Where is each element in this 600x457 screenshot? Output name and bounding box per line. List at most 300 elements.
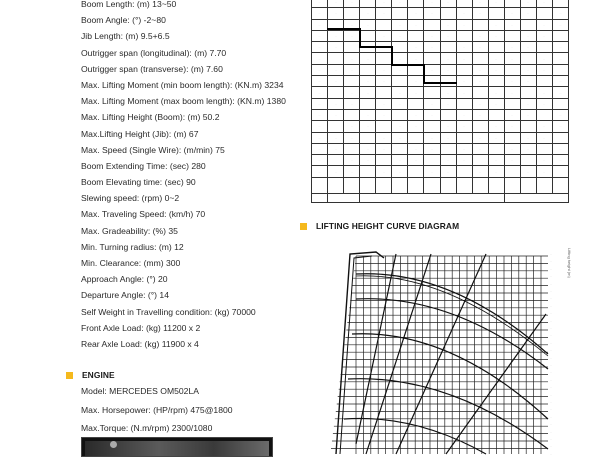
table-cell — [504, 30, 520, 41]
table-cell: ·· — [360, 143, 376, 154]
table-cell: ·· — [536, 30, 552, 41]
table-cell — [440, 109, 456, 120]
y-axis-tick: ·· — [550, 377, 552, 382]
table-cell — [552, 98, 568, 109]
table-cell: ·· — [472, 42, 488, 53]
table-row — [312, 132, 569, 143]
table-cell: ·· — [440, 87, 456, 98]
table-cell — [392, 76, 408, 87]
table-cell: ·· — [328, 42, 344, 53]
table-footer-cell — [440, 177, 456, 193]
table-cell: ·· — [552, 155, 568, 166]
table-cell: ·· — [472, 76, 488, 87]
diagram-title: LIFTING HEIGHT CURVE DIAGRAM — [316, 221, 460, 231]
spec-line: Boom Elevating time: (sec) 90 — [81, 177, 196, 188]
load-chart-table — [311, 0, 569, 203]
table-cell: ·· — [456, 87, 472, 98]
table-cell: ·· — [360, 109, 376, 120]
table-footer-cell — [424, 177, 440, 193]
table-footer-cell — [552, 177, 568, 193]
spec-line: Max. Lifting Height (Boom): (m) 50.2 — [81, 112, 220, 123]
table-cell: ·· — [520, 132, 536, 143]
table-cell — [408, 166, 424, 177]
table-cell — [488, 109, 504, 120]
table-cell: ·· — [536, 19, 552, 30]
table-footer-cell — [472, 177, 488, 193]
table-cell: ·· — [408, 76, 424, 87]
table-row — [312, 166, 569, 177]
table-cell: ·· — [424, 166, 440, 177]
table-cell: ·· — [376, 8, 392, 19]
table-cell: ·· — [328, 64, 344, 75]
table-cell: ·· — [552, 121, 568, 132]
table-step-line — [359, 46, 391, 48]
table-cell: ·· — [472, 109, 488, 120]
table-cell — [424, 19, 440, 30]
table-cell: ·· — [392, 64, 408, 75]
table-cell: ·· — [552, 8, 568, 19]
table-footer-angles — [312, 177, 569, 193]
y-axis-tick: ·· — [550, 266, 552, 271]
engine-torque: Max.Torque: (N.m/rpm) 2300/1080 — [81, 423, 213, 433]
table-cell: ·· — [360, 76, 376, 87]
table-cell — [456, 132, 472, 143]
table-cell: ·· — [440, 155, 456, 166]
table-cell — [328, 121, 344, 132]
table-cell: ·· — [408, 19, 424, 30]
table-cell: ·· — [488, 132, 504, 143]
table-cell: ·· — [520, 76, 536, 87]
table-cell: ·· — [520, 30, 536, 41]
table-cell — [408, 0, 424, 8]
table-cell: ·· — [376, 143, 392, 154]
table-cell — [376, 87, 392, 98]
y-axis-tick: ·· — [550, 259, 552, 264]
table-cell — [328, 155, 344, 166]
table-row — [312, 42, 569, 53]
table-cell — [408, 98, 424, 109]
table-cell — [456, 30, 472, 41]
y-axis-tick: ·· — [550, 370, 552, 375]
table-step-line — [423, 82, 457, 84]
table-cell: ·· — [488, 121, 504, 132]
spec-line: Boom Angle: (°) -2~80 — [81, 15, 166, 26]
table-cell: ·· — [552, 109, 568, 120]
table-cell — [472, 53, 488, 64]
table-cell: ·· — [312, 53, 328, 64]
table-cell — [408, 30, 424, 41]
table-cell: ·· — [408, 143, 424, 154]
spec-line: Outrigger span (transverse): (m) 7.60 — [81, 63, 223, 74]
table-cell — [376, 19, 392, 30]
table-cell: ·· — [440, 166, 456, 177]
table-cell: ·· — [312, 0, 328, 8]
spec-line: Departure Angle: (°) 14 — [81, 290, 169, 301]
table-cell: ·· — [488, 98, 504, 109]
table-cell — [488, 8, 504, 19]
table-cell: ·· — [312, 76, 328, 87]
table-cell: ·· — [408, 121, 424, 132]
table-cell — [504, 0, 520, 8]
table-cell — [520, 121, 536, 132]
table-cell — [392, 8, 408, 19]
table-cell: ·· — [504, 53, 520, 64]
table-cell: ·· — [440, 30, 456, 41]
table-cell: ·· — [328, 98, 344, 109]
table-cell: ·· — [456, 109, 472, 120]
table-cell — [536, 76, 552, 87]
table-cell: ·· — [392, 30, 408, 41]
table-cell — [488, 42, 504, 53]
table-cell — [376, 121, 392, 132]
table-cell: ·· — [456, 76, 472, 87]
table-cell: ·· — [456, 8, 472, 19]
table-cell — [360, 98, 376, 109]
table-row — [312, 64, 569, 75]
table-cell: ·· — [472, 64, 488, 75]
table-cell: ·· — [552, 42, 568, 53]
table-cell: ·· — [504, 155, 520, 166]
table-cell: ·· — [312, 64, 328, 75]
table-cell: ·· — [488, 166, 504, 177]
table-cell: ·· — [456, 53, 472, 64]
table-cell: ·· — [424, 132, 440, 143]
table-cell: ·· — [408, 87, 424, 98]
table-cell: ·· — [520, 42, 536, 53]
table-cell — [504, 98, 520, 109]
table-row — [312, 143, 569, 154]
table-cell — [440, 8, 456, 19]
table-cell: ·· — [408, 42, 424, 53]
table-cell: ·· — [456, 155, 472, 166]
table-cell: ·· — [456, 19, 472, 30]
spec-line: Slewing speed: (rpm) 0~2 — [81, 193, 180, 204]
table-cell: ·· — [392, 155, 408, 166]
table-cell: ·· — [520, 0, 536, 8]
table-cell — [408, 132, 424, 143]
table-cell: ·· — [552, 76, 568, 87]
engine-section-heading — [66, 370, 115, 380]
y-axis-tick: ·· — [550, 281, 552, 286]
spec-line: Approach Angle: (°) 20 — [81, 274, 168, 285]
y-axis-tick: ·· — [550, 311, 552, 316]
table-footer-cell — [456, 177, 472, 193]
table-cell — [456, 0, 472, 8]
table-cell — [552, 166, 568, 177]
table-cell: ·· — [424, 109, 440, 120]
table-cell: ·· — [344, 166, 360, 177]
section-bullet-icon — [300, 223, 307, 230]
table-cell — [408, 64, 424, 75]
table-cell — [456, 64, 472, 75]
spec-line: Min. Clearance: (mm) 300 — [81, 258, 181, 268]
table-cell: ·· — [376, 0, 392, 8]
table-cell — [328, 87, 344, 98]
y-axis-tick: ·· — [550, 429, 552, 434]
engine-title: ENGINE — [82, 370, 115, 380]
table-cell: ·· — [536, 155, 552, 166]
table-cell: ·· — [376, 98, 392, 109]
y-axis-tick: ·· — [550, 252, 552, 256]
table-cell: ·· — [328, 132, 344, 143]
spec-line: Max.Lifting Height (Jib): (m) 67 — [81, 128, 199, 139]
table-cell — [344, 8, 360, 19]
y-axis-tick: ·· — [550, 451, 552, 456]
table-cell: ·· — [536, 64, 552, 75]
table-cell — [424, 121, 440, 132]
spec-line: Min. Turning radius: (m) 12 — [81, 241, 184, 252]
table-cell: ·· — [536, 87, 552, 98]
table-cell: ·· — [344, 121, 360, 132]
table-cell: ·· — [360, 121, 376, 132]
table-cell — [552, 0, 568, 8]
engine-specs — [81, 382, 233, 438]
table-cell: ·· — [344, 87, 360, 98]
table-step-line — [391, 46, 393, 64]
y-axis-tick: ·· — [550, 348, 552, 353]
table-cell: ·· — [520, 143, 536, 154]
table-row — [312, 87, 569, 98]
table-cell: ·· — [376, 30, 392, 41]
table-footer-cell — [328, 177, 344, 193]
table-cell: ·· — [392, 132, 408, 143]
table-footer-cell — [376, 177, 392, 193]
table-cell: ·· — [360, 19, 376, 30]
table-cell: ·· — [472, 132, 488, 143]
table-cell: ·· — [504, 143, 520, 154]
table-cell: ·· — [520, 8, 536, 19]
table-cell: ·· — [376, 109, 392, 120]
table-cell: ·· — [344, 155, 360, 166]
y-axis-tick: ·· — [550, 318, 552, 323]
table-cell: ·· — [504, 8, 520, 19]
table-cell: ·· — [424, 64, 440, 75]
table-cell — [376, 53, 392, 64]
table-cell: ·· — [552, 143, 568, 154]
table-cell: ·· — [440, 19, 456, 30]
table-cell: ·· — [328, 109, 344, 120]
table-cell — [360, 30, 376, 41]
y-axis-tick: ·· — [550, 326, 552, 330]
spec-line: Rear Axle Load: (kg) 11900 x 4 — [81, 338, 199, 349]
table-cell: ·· — [488, 30, 504, 41]
table-cell — [504, 64, 520, 75]
table-cell: ·· — [392, 98, 408, 109]
table-cell — [424, 87, 440, 98]
table-cell: ·· — [472, 0, 488, 8]
spec-line: Self Weight in Travelling condition: (kg) 70000 — [81, 306, 256, 317]
table-cell: ·· — [520, 64, 536, 75]
table-cell: ·· — [504, 87, 520, 98]
table-cell — [360, 64, 376, 75]
y-axis-tick: ·· — [550, 340, 552, 345]
table-cell — [440, 143, 456, 154]
table-footer-config — [312, 193, 569, 202]
table-cell — [536, 143, 552, 154]
table-footer-cell — [392, 177, 408, 193]
table-cell: ·· — [344, 132, 360, 143]
table-cell — [344, 109, 360, 120]
table-cell — [392, 143, 408, 154]
table-cell: ·· — [312, 19, 328, 30]
table-cell: ·· — [488, 19, 504, 30]
y-axis-tick: ·· — [550, 355, 552, 360]
table-footer-cell — [520, 177, 536, 193]
table-cell: ·· — [424, 30, 440, 41]
table-cell — [520, 19, 536, 30]
table-cell: ·· — [408, 155, 424, 166]
table-cell — [360, 0, 376, 8]
table-cell: ·· — [392, 19, 408, 30]
table-cell: ·· — [328, 76, 344, 87]
table-cell: ·· — [312, 155, 328, 166]
y-axis-tick: ·· — [550, 385, 552, 390]
table-cell: ·· — [392, 87, 408, 98]
table-cell: ·· — [488, 155, 504, 166]
table-cell — [472, 19, 488, 30]
table-cell: ·· — [360, 87, 376, 98]
table-cell: ·· — [312, 98, 328, 109]
table-cell: ·· — [456, 42, 472, 53]
table-cell: ·· — [328, 0, 344, 8]
table-cell — [520, 53, 536, 64]
table-cell: ·· — [376, 166, 392, 177]
table-cell — [360, 166, 376, 177]
table-cell: ·· — [504, 76, 520, 87]
table-cell — [360, 132, 376, 143]
spec-line: Front Axle Load: (kg) 11200 x 2 — [81, 322, 201, 333]
table-cell: ·· — [440, 132, 456, 143]
table-step-line — [423, 64, 425, 82]
table-cell — [536, 109, 552, 120]
table-footer-cell — [360, 177, 376, 193]
spec-line: Boom Extending Time: (sec) 280 — [81, 160, 206, 171]
table-cell: ·· — [312, 8, 328, 19]
table-cell: ·· — [392, 0, 408, 8]
spec-line: Boom Length: (m) 13~50 — [81, 0, 177, 9]
table-cell — [552, 132, 568, 143]
y-axis-tick: ·· — [550, 363, 552, 367]
table-cell: ·· — [392, 166, 408, 177]
spec-line: Max. Lifting Moment (min boom length): (KN.m) 3234 — [81, 79, 284, 90]
table-cell — [456, 166, 472, 177]
table-cell: ·· — [424, 0, 440, 8]
table-cell — [440, 42, 456, 53]
table-cell — [424, 53, 440, 64]
table-cell: ·· — [328, 166, 344, 177]
table-cell — [472, 155, 488, 166]
table-cell: ·· — [504, 19, 520, 30]
lifting-height-curve-diagram — [326, 244, 576, 454]
table-cell: ·· — [456, 121, 472, 132]
table-cell: ·· — [504, 121, 520, 132]
y-axis-tick: ·· — [550, 444, 552, 449]
table-cell — [520, 87, 536, 98]
table-step-line — [359, 28, 361, 46]
table-cell: ·· — [424, 143, 440, 154]
table-cell: ·· — [520, 166, 536, 177]
table-cell — [456, 98, 472, 109]
table-cell: ·· — [344, 98, 360, 109]
table-footer-cell — [408, 177, 424, 193]
table-cell: ·· — [344, 53, 360, 64]
table-cell: ·· — [392, 53, 408, 64]
table-cell: ·· — [536, 121, 552, 132]
table-cell: ·· — [440, 0, 456, 8]
y-axis-tick: ·· — [550, 333, 552, 338]
table-cell: ·· — [424, 98, 440, 109]
table-footer-cell — [328, 193, 360, 202]
table-cell: ·· — [344, 19, 360, 30]
table-cell — [344, 143, 360, 154]
table-footer-cell — [344, 177, 360, 193]
crane-photo — [81, 437, 273, 457]
table-cell: ·· — [536, 53, 552, 64]
table-cell: ·· — [344, 30, 360, 41]
engine-horsepower: Max. Horsepower: (HP/rpm) 475@1800 — [81, 404, 233, 415]
section-bullet-icon — [66, 372, 73, 379]
table-cell: ·· — [424, 8, 440, 19]
specifications-list — [81, 0, 301, 352]
table-cell: ·· — [376, 64, 392, 75]
table-cell — [488, 143, 504, 154]
spec-line: Max. Traveling Speed: (km/h) 70 — [81, 209, 206, 220]
table-footer-cell — [312, 193, 328, 202]
table-cell: ·· — [536, 0, 552, 8]
table-cell — [504, 132, 520, 143]
table-cell: ·· — [440, 64, 456, 75]
spec-line: Jib Length: (m) 9.5+6.5 — [81, 31, 170, 42]
table-footer-cell — [488, 177, 504, 193]
table-cell: ·· — [488, 53, 504, 64]
y-axis-tick: ·· — [550, 392, 552, 397]
table-cell: ·· — [328, 8, 344, 19]
table-cell: ·· — [424, 42, 440, 53]
y-axis-tick: ·· — [550, 437, 552, 441]
table-row — [312, 98, 569, 109]
table-cell: ·· — [440, 53, 456, 64]
table-cell: ·· — [344, 0, 360, 8]
table-cell: ·· — [312, 87, 328, 98]
table-step-line — [327, 28, 359, 30]
engine-model: Model: MERCEDES OM502LA — [81, 386, 199, 396]
table-cell — [552, 30, 568, 41]
table-cell: ·· — [472, 30, 488, 41]
spec-line: Max. Speed (Single Wire): (m/min) 75 — [81, 144, 225, 155]
table-cell: ·· — [472, 166, 488, 177]
y-axis-tick: ·· — [550, 303, 552, 308]
table-footer-cell — [360, 193, 505, 202]
table-cell: ·· — [472, 98, 488, 109]
diagram-section-heading — [300, 221, 459, 231]
table-cell: ·· — [312, 42, 328, 53]
table-row — [312, 0, 569, 8]
table-step-line — [391, 64, 423, 66]
table-cell — [520, 155, 536, 166]
table-row — [312, 53, 569, 64]
table-cell: ·· — [520, 98, 536, 109]
y-axis-tick: ·· — [550, 296, 552, 301]
table-row — [312, 121, 569, 132]
table-cell — [536, 8, 552, 19]
table-cell: ·· — [312, 143, 328, 154]
table-cell: ·· — [472, 8, 488, 19]
table-cell: ·· — [376, 76, 392, 87]
table-cell — [344, 42, 360, 53]
table-cell: ·· — [408, 53, 424, 64]
table-cell — [344, 76, 360, 87]
table-cell: ·· — [408, 8, 424, 19]
